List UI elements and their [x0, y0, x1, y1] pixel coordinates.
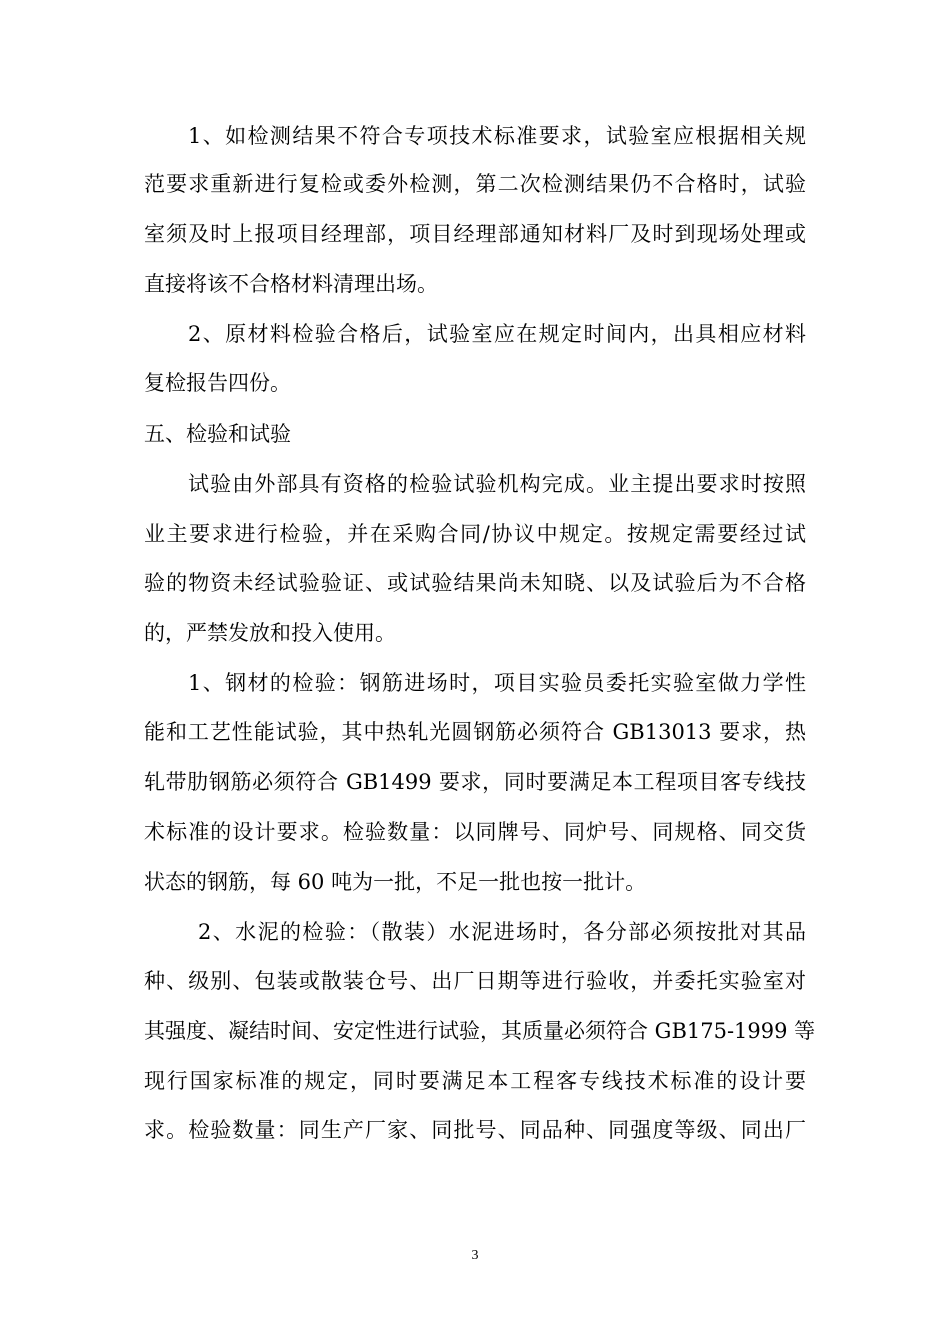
paragraph-line: 种、级别、包装或散装仓号、出厂日期等进行验收，并委托实验室对: [144, 969, 806, 993]
paragraph-line: 直接将该不合格材料清理出场。: [144, 272, 438, 296]
paragraph-line: 复检报告四份。: [144, 371, 291, 395]
paragraph-line: 范要求重新进行复检或委外检测，第二次检测结果仍不合格时，试验: [144, 172, 806, 196]
paragraph-line: 1、钢材的检验：钢筋进场时，项目实验员委托实验室做力学性: [188, 671, 806, 695]
paragraph-line: 1、如检测结果不符合专项技术标准要求，试验室应根据相关规: [188, 124, 806, 148]
paragraph-line: 其强度、凝结时间、安定性进行试验，其质量必须符合 GB175-1999 等: [144, 1019, 816, 1043]
paragraph-line: 求。检验数量：同生产厂家、同批号、同品种、同强度等级、同出厂: [144, 1118, 806, 1142]
paragraph-line: 验的物资未经试验验证、或试验结果尚未知晓、以及试验后为不合格: [144, 571, 806, 595]
paragraph-line: 的，严禁发放和投入使用。: [144, 621, 396, 645]
paragraph-line: 2、原材料检验合格后，试验室应在规定时间内，出具相应材料: [188, 322, 806, 346]
paragraph-line: 术标准的设计要求。检验数量：以同牌号、同炉号、同规格、同交货: [144, 820, 806, 844]
paragraph-line: 室须及时上报项目经理部，项目经理部通知材料厂及时到现场处理或: [144, 222, 806, 246]
paragraph-line: 状态的钢筋，每 60 吨为一批，不足一批也按一批计。: [144, 870, 647, 894]
paragraph-line: 业主要求进行检验，并在采购合同/协议中规定。按规定需要经过试: [144, 522, 806, 546]
paragraph-line: 试验由外部具有资格的检验试验机构完成。业主提出要求时按照: [188, 472, 806, 496]
page-number: 3: [471, 1248, 479, 1263]
paragraph-line: 现行国家标准的规定，同时要满足本工程客专线技术标准的设计要: [144, 1069, 806, 1093]
paragraph-line: 2、水泥的检验：（散装）水泥进场时，各分部必须按批对其品: [198, 920, 806, 944]
section-heading: 五、检验和试验: [144, 422, 291, 446]
paragraph-line: 能和工艺性能试验，其中热轧光圆钢筋必须符合 GB13013 要求，热: [144, 720, 806, 744]
paragraph-line: 轧带肋钢筋必须符合 GB1499 要求，同时要满足本工程项目客专线技: [144, 770, 806, 794]
